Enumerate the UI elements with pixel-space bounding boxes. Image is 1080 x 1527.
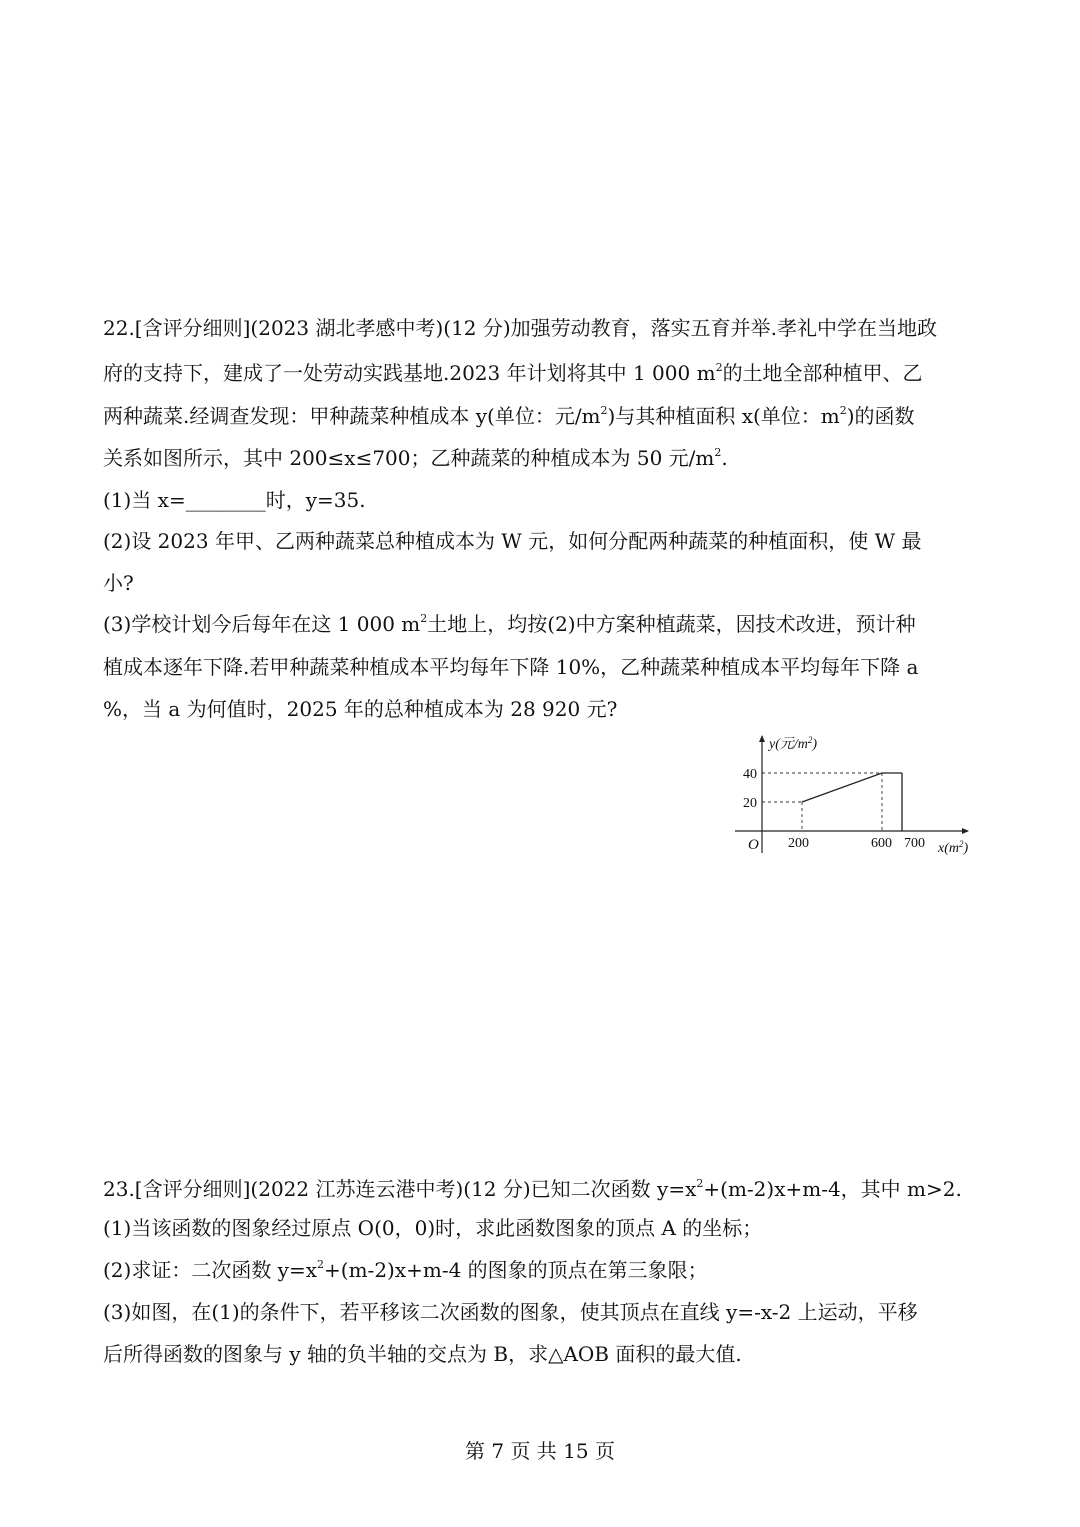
q23-part-1: (1)当该函数的图象经过原点 O(0，0)时，求此函数图象的顶点 A 的坐标；	[103, 1216, 763, 1240]
x-tick-label-700: 700	[904, 836, 925, 851]
q23-stem: 23.[含评分细则](2022 江苏连云港中考)(12 分)已知二次函数 $y=x^2+(m-2)x+m-4$，其中 m>2.	[103, 1177, 962, 1201]
q23-part-3-line-1: (3)如图，在(1)的条件下，若平移该二次函数的图象，使其顶点在直线 y=-x-2 上运动，平移	[103, 1300, 918, 1324]
q22-stem-line-3: 两种蔬菜.经调查发现：甲种蔬菜种植成本 y(单位：元$/m^2$)与其种植面积 x(单位：$m^2$)的函数	[103, 404, 915, 428]
q23-part-3-line-2: 后所得函数的图象与 y 轴的负半轴的交点为 B，求△AOB 面积的最大值.	[103, 1342, 742, 1366]
origin-label: O	[748, 837, 759, 853]
guide-lines	[762, 773, 882, 831]
q22-part-3-line-1: (3)学校计划今后每年在这 1 000 $m^2$土地上，均按(2)中方案种植蔬菜，因技术改进，预计种	[103, 612, 916, 636]
q22-part-1: (1)当 x=________时，y=35.	[103, 488, 366, 512]
x-tick-label-600: 600	[871, 836, 892, 851]
q22-part-2-line-1: (2)设 2023 年甲、乙两种蔬菜总种植成本为 W 元，如何分配两种蔬菜的种植面积，使 W 最	[103, 529, 922, 553]
q22-stem-line-1: 22.[含评分细则](2023 湖北孝感中考)(12 分)加强劳动教育，落实五育并举.孝礼中学在当地政	[103, 316, 938, 340]
q22-part-3-line-3: %，当 a 为何值时，2025 年的总种植成本为 28 920 元?	[103, 697, 618, 721]
cost-area-chart	[725, 728, 985, 863]
q22-stem-line-2: 府的支持下，建成了一处劳动实践基地.2023 年计划将其中 1 000 $m^2$的土地全部种植甲、乙	[103, 361, 923, 385]
cost-series-line	[802, 773, 902, 802]
y-tick-label-20: 20	[743, 796, 757, 811]
q22-part-3-line-2: 植成本逐年下降.若甲种蔬菜种植成本平均每年下降 10%，乙种蔬菜种植成本平均每年下降 a	[103, 655, 919, 679]
q22-stem-line-4: 关系如图所示，其中 200≤x≤700；乙种蔬菜的种植成本为 50 元$/m^2$.	[103, 446, 728, 470]
q22-part-2-line-2: 小?	[103, 571, 134, 595]
x-axis-label: $x(m^2)$	[938, 839, 969, 856]
page-number: 第 7 页 共 15 页	[465, 1439, 615, 1463]
y-axis-label: y(元$/m^2$)	[769, 735, 818, 752]
x-tick-label-200: 200	[788, 836, 809, 851]
y-tick-label-40: 40	[743, 767, 757, 782]
q23-part-2: (2)求证：二次函数 $y=x^2+(m-2)x+m-4$ 的图象的顶点在第三象限；	[103, 1258, 708, 1282]
